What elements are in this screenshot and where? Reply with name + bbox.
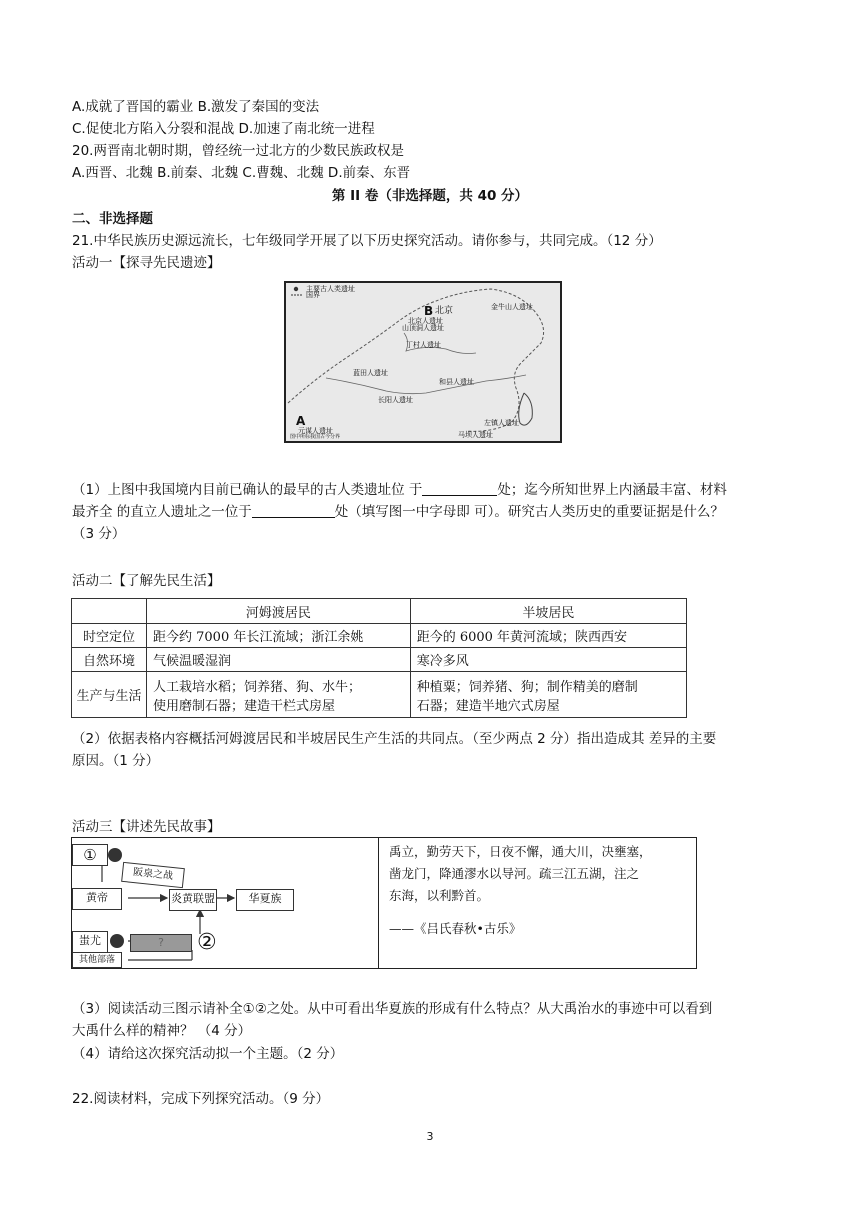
q21-stem: 21.中华民族历史源远流长，七年级同学开展了以下历史探究活动。请你参与，共同完成。（12 分） bbox=[72, 233, 662, 249]
table-header: 河姆渡居民 bbox=[147, 599, 411, 624]
letter-b-label: B bbox=[424, 304, 434, 318]
map-caption: 图中所标我国古今分界 bbox=[290, 434, 341, 440]
q3-line2: 大禹什么样的精神？ （4 分） bbox=[72, 1023, 252, 1039]
cell-line: 种植粟；饲养猪、狗；制作精美的磨制 bbox=[416, 679, 638, 695]
site-label: 金牛山人遗址 bbox=[491, 303, 533, 311]
answer-blank[interactable] bbox=[422, 481, 497, 496]
site-label: 马坝人遗址 bbox=[458, 431, 493, 439]
table-cell bbox=[410, 672, 686, 718]
quote-source: ——《吕氏春秋•古乐》 bbox=[389, 921, 522, 936]
table-cell: 距今约 7000 年长江流域；浙江余姚 bbox=[147, 624, 411, 648]
blank-box-1 bbox=[72, 844, 108, 866]
q19-options-line2: C.促使北方陷入分裂和混战 D.加速了南北统一进程 bbox=[72, 121, 375, 137]
table-cell bbox=[147, 672, 411, 718]
q20-stem: 20.两晋南北朝时期，曾经统一过北方的少数民族政权是 bbox=[72, 143, 404, 159]
table-header-row bbox=[72, 599, 687, 624]
q22-stem: 22.阅读材料，完成下列探究活动。（9 分） bbox=[72, 1091, 330, 1107]
site-label: 元谋人遗址 bbox=[298, 427, 333, 435]
legend-border-label: 国界 bbox=[306, 291, 320, 299]
blank-box-2: ? bbox=[130, 934, 192, 952]
table-cell: 寒冷多风 bbox=[410, 648, 686, 672]
q1-text-c: 最齐全 的直立人遗址之一位于 bbox=[72, 504, 252, 520]
legend-site-label: 主要古人类遗址 bbox=[306, 285, 355, 293]
quote-line: 凿龙门，降通漻水以导河。疏三江五湖，注之 bbox=[389, 866, 640, 881]
huangdi-box: 黄帝 bbox=[72, 888, 122, 910]
site-label: 长阳人遗址 bbox=[378, 396, 413, 404]
q1-line2 bbox=[72, 503, 724, 521]
circle-label: ② bbox=[197, 930, 217, 955]
activity1-heading: 活动一【探寻先民遗迹】 bbox=[72, 255, 221, 271]
battle-box: 阪泉之战 bbox=[121, 862, 185, 888]
cell-line: 石器；建造半地穴式房屋 bbox=[416, 698, 560, 714]
site-label: 蓝田人遗址 bbox=[353, 369, 388, 377]
q19-options-line1: A.成就了晋国的霸业 B.激发了秦国的变法 bbox=[72, 99, 320, 115]
q2-line2: 原因。（1 分） bbox=[72, 753, 160, 769]
table-row bbox=[72, 672, 687, 718]
ancient-sites-map bbox=[284, 281, 562, 443]
cell-line: 使用磨制石器；建造干栏式房屋 bbox=[153, 698, 336, 714]
table-header: 半坡居民 bbox=[410, 599, 686, 624]
site-label: 和县人遗址 bbox=[439, 378, 474, 386]
others-box: 其他部落 bbox=[72, 952, 122, 968]
quote-line: 禹立，勤劳天下，日夜不懈，通大川，决壅塞， bbox=[389, 844, 652, 859]
site-label: 山顶洞人遗址 bbox=[402, 324, 444, 332]
table-row bbox=[72, 648, 687, 672]
marker-dot bbox=[110, 934, 124, 948]
q1-line1 bbox=[72, 481, 727, 499]
q2-line1: （2）依据表格内容概括河姆渡居民和半坡居民生产生活的共同点。（至少两点 2 分）指出造成其 差异的主要 bbox=[72, 731, 717, 747]
alliance-diagram bbox=[72, 838, 379, 968]
q4-line: （4）请给这次探究活动拟一个主题。（2 分） bbox=[72, 1046, 344, 1062]
q1-text-d: 处（填写图一中字母即 可）。研究古人类历史的重要证据是什么？ bbox=[334, 504, 724, 520]
cell-line: 人工栽培水稻；饲养猪、狗、水牛； bbox=[153, 679, 362, 695]
table-cell: 自然环境 bbox=[72, 648, 147, 672]
section-title: 第 II 卷（非选择题，共 40 分） bbox=[331, 188, 529, 204]
huaxia-box: 华夏族 bbox=[236, 889, 294, 911]
quote-panel bbox=[379, 838, 696, 968]
site-label: 左镇人遗址 bbox=[484, 419, 519, 427]
section-two-heading: 二、非选择题 bbox=[72, 211, 153, 227]
quote-line: 东海，以利黔首。 bbox=[389, 888, 490, 903]
site-label: 丁村人遗址 bbox=[406, 341, 441, 349]
table-header bbox=[72, 599, 147, 624]
site-label: 北京人遗址 bbox=[408, 317, 443, 325]
table-row bbox=[72, 624, 687, 648]
table-cell: 气候温暖湿润 bbox=[147, 648, 411, 672]
table-cell: 生产与生活 bbox=[72, 672, 147, 718]
chiyou-box: 蚩尤 bbox=[72, 931, 108, 953]
activity3-heading: 活动三【讲述先民故事】 bbox=[72, 819, 221, 835]
q1-line3: （3 分） bbox=[72, 526, 126, 542]
table-cell: 距今的 6000 年黄河流域；陕西西安 bbox=[410, 624, 686, 648]
q1-text-b: 处；迄今所知世界上内涵最丰富、材料 bbox=[497, 482, 727, 498]
page-number: 3 bbox=[426, 1130, 434, 1143]
circle-label: ① bbox=[83, 846, 97, 864]
yanhuang-box: 炎黄联盟 bbox=[169, 889, 217, 911]
answer-blank[interactable] bbox=[252, 503, 335, 518]
q20-options: A.西晋、北魏 B.前秦、北魏 C.曹魏、北魏 D.前秦、东晋 bbox=[72, 165, 411, 181]
q3-line1: （3）阅读活动三图示请补全①②之处。从中可看出华夏族的形成有什么特点？从大禹治水的事迹中可以看到 bbox=[72, 1001, 713, 1017]
activity3-box bbox=[71, 837, 697, 969]
table-cell: 时空定位 bbox=[72, 624, 147, 648]
marker-dot bbox=[108, 848, 122, 862]
letter-a-label: A bbox=[296, 414, 306, 428]
settlement-comparison-table bbox=[71, 598, 687, 718]
beijing-label: 北京 bbox=[435, 306, 454, 316]
q1-text-a: （1）上图中我国境内目前已确认的最早的古人类遗址位 于 bbox=[72, 482, 423, 498]
activity2-heading: 活动二【了解先民生活】 bbox=[72, 573, 221, 589]
